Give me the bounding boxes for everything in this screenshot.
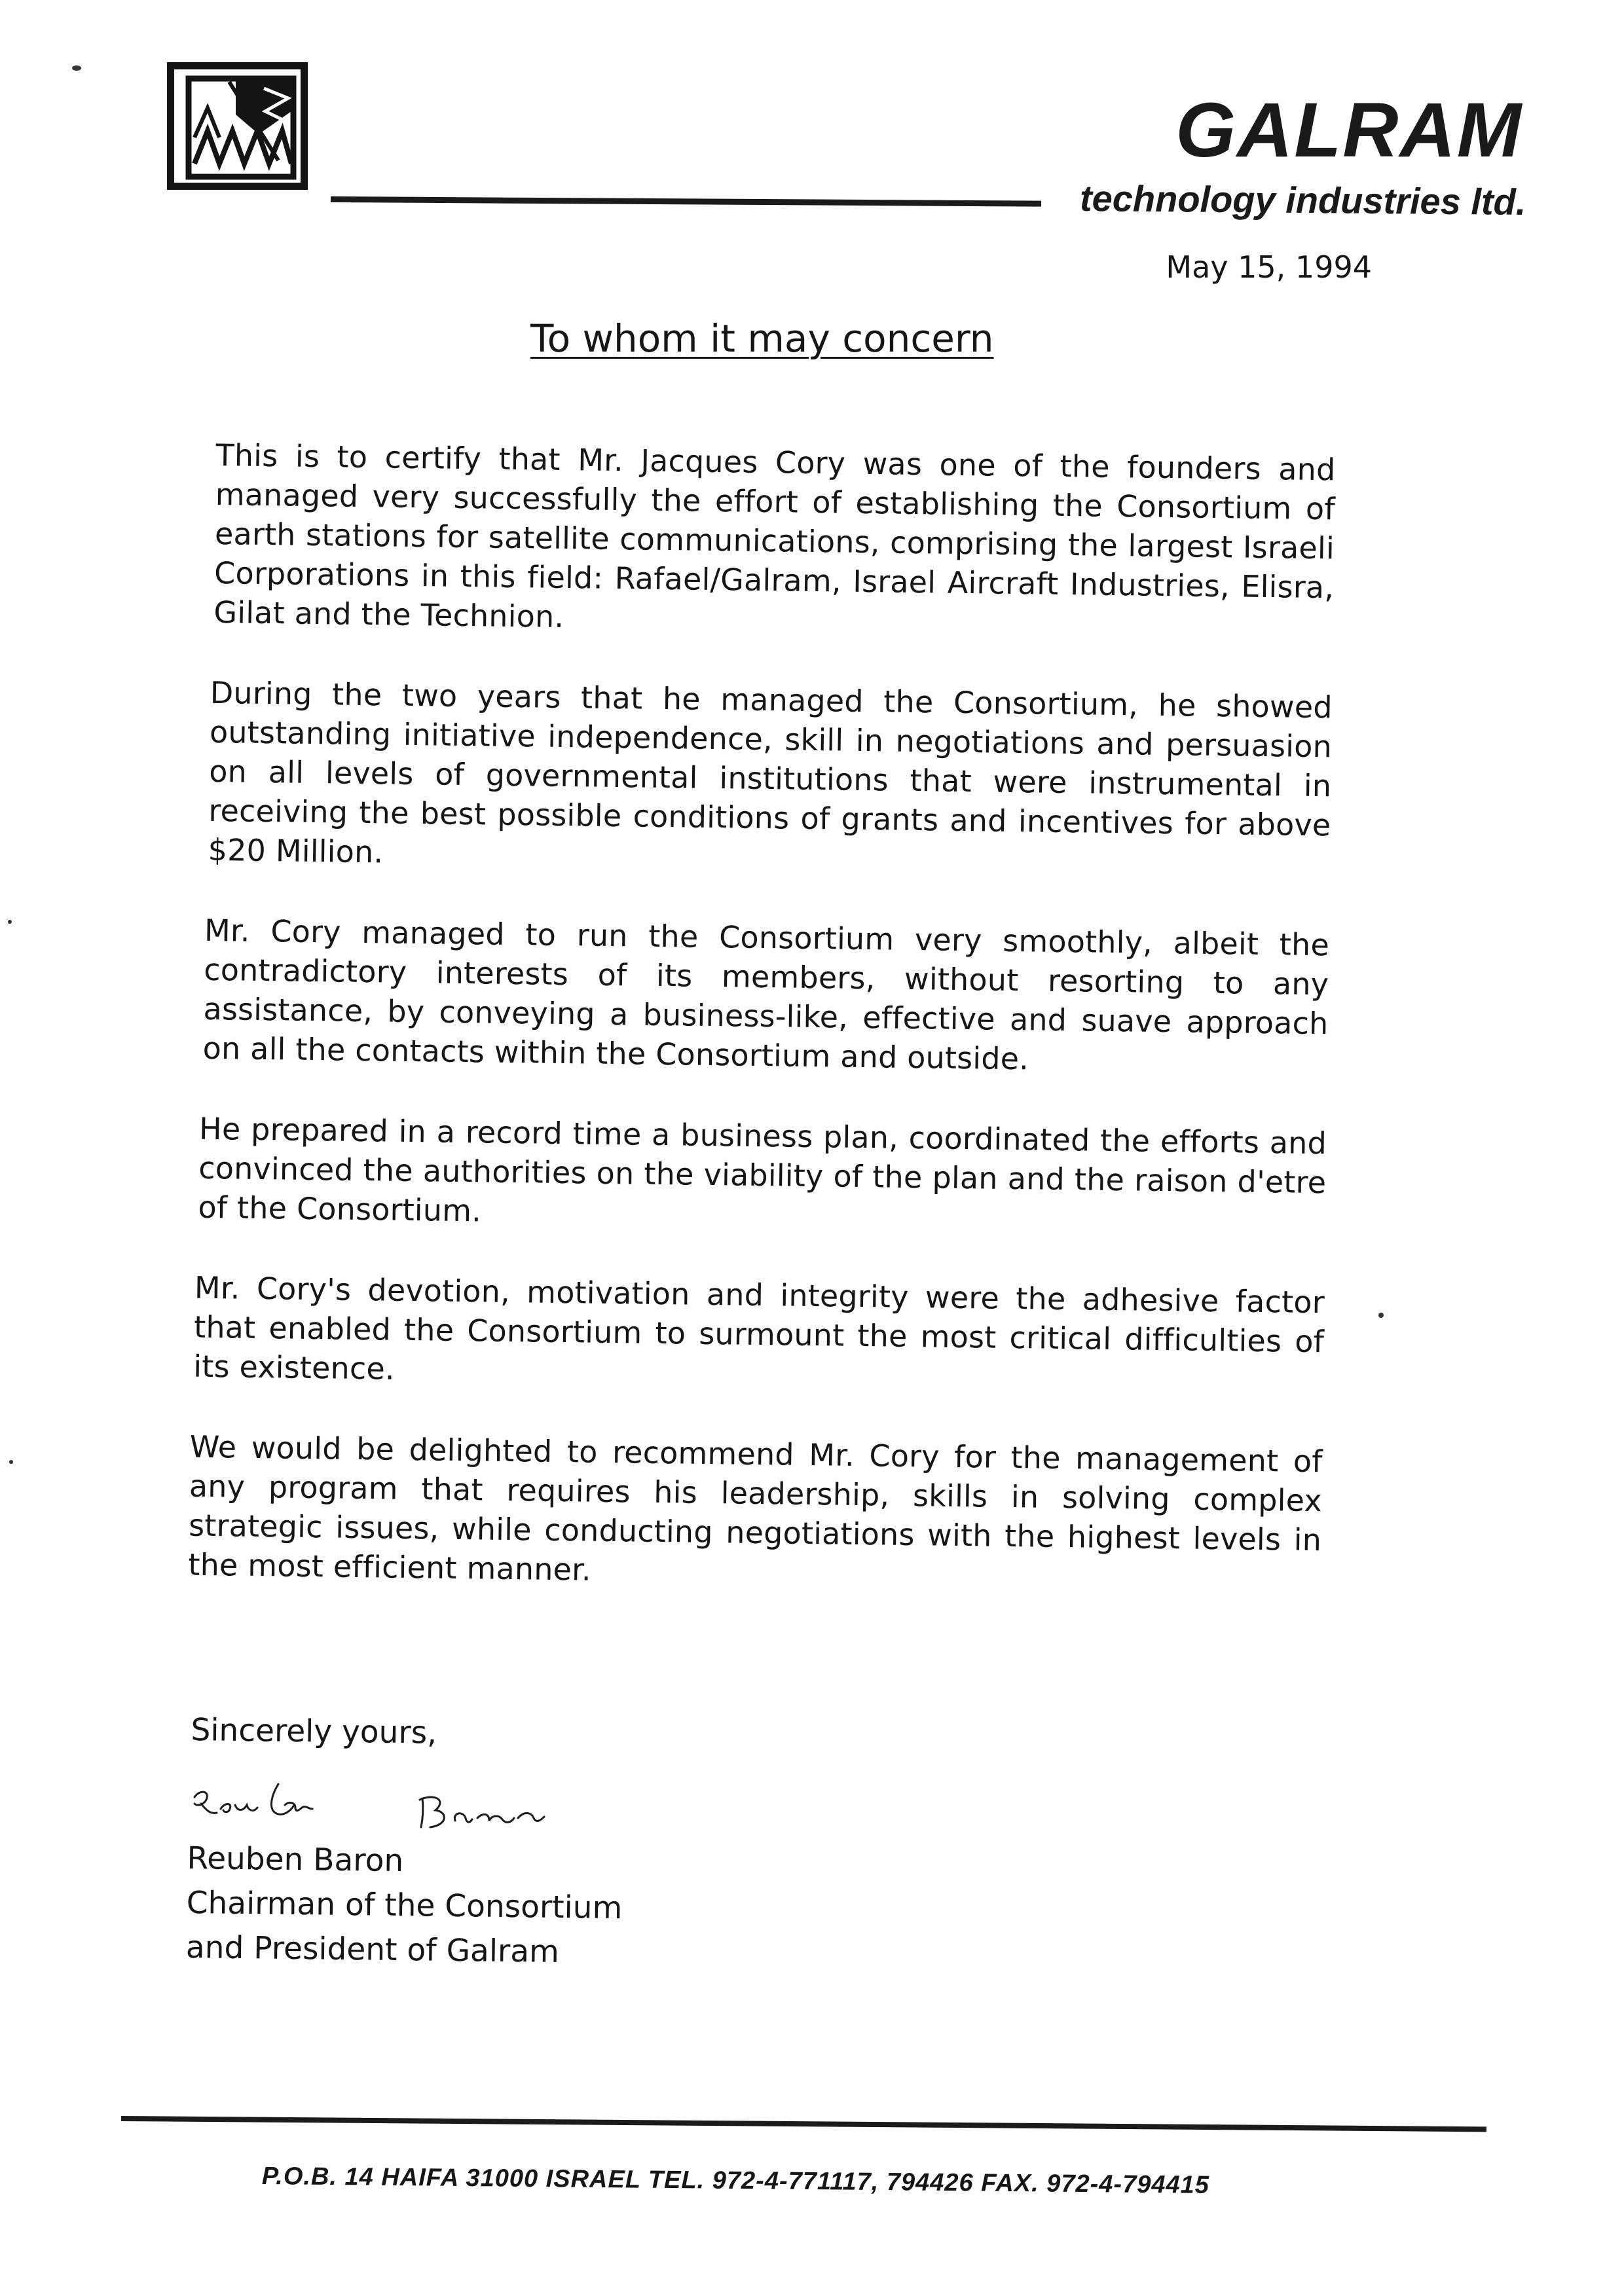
scan-speck <box>1378 1313 1384 1318</box>
paragraph-6: We would be delighted to recommend Mr. Cory for the management of any program that requires his leadership, skills in solving complex strategic issues, while conducting negotiations with the highest levels in the most efficient manner. <box>188 1429 1323 1588</box>
paragraph-3: Mr. Cory managed to run the Consortium very smoothly, albeit the contradictory interests of its members, without resorting to any assistance, by conveying a business-like, effective and suave approach on all the contacts within the Consortium and outside. <box>202 912 1330 1077</box>
header-divider <box>331 196 1041 207</box>
company-subtitle: technology industries ltd. <box>1079 177 1526 223</box>
galram-logo-icon <box>167 62 308 190</box>
footer-divider <box>121 2116 1486 2132</box>
signer-block <box>186 1836 623 1975</box>
signer-title-1: Chairman of the Consortium <box>186 1884 623 1927</box>
paragraph-2: During the two years that he managed the Consortium, he showed outstanding initiative independence, skill in negotiations and persuasion on all levels of governmental institutions that were instrumental in receiving the best possible conditions of grants and incentives for above $20 Million. <box>208 674 1333 870</box>
letter-date: May 15, 1994 <box>1166 249 1372 285</box>
letter-body <box>188 435 1336 1640</box>
scan-speck <box>8 920 12 924</box>
signer-title-2: and President of Galram <box>185 1929 560 1970</box>
scan-speck <box>9 1460 13 1464</box>
letter-title: To whom it may concern <box>530 316 994 361</box>
footer-address: P.O.B. 14 HAIFA 31000 ISRAEL TEL. 972-4-771117, 794426 FAX. 972-4-794415 <box>261 2162 1210 2199</box>
paragraph-4: He prepared in a record time a business plan, coordinated the efforts and convinced the authorities on the viability of the plan and the raison d'etre of the Consortium. <box>198 1110 1327 1229</box>
closing-salutation: Sincerely yours, <box>191 1711 437 1751</box>
paragraph-1: This is to certify that Mr. Jacques Cory was one of the founders and managed very successfully the effort of establishing the Consortium of earth stations for satellite communications, comprising the largest Israeli Corporations in this field: Rafael/Galram, Israel Aircraft Industries, Elisra, Gilat and the Technion. <box>213 437 1336 634</box>
signer-name: Reuben Baron <box>187 1840 404 1880</box>
scan-speck <box>72 65 81 71</box>
paragraph-5: Mr. Cory's devotion, motivation and integrity were the adhesive factor that enabled the Consortium to surmount the most critical difficulties of its existence. <box>193 1269 1325 1387</box>
company-name: GALRAM <box>1175 87 1522 173</box>
